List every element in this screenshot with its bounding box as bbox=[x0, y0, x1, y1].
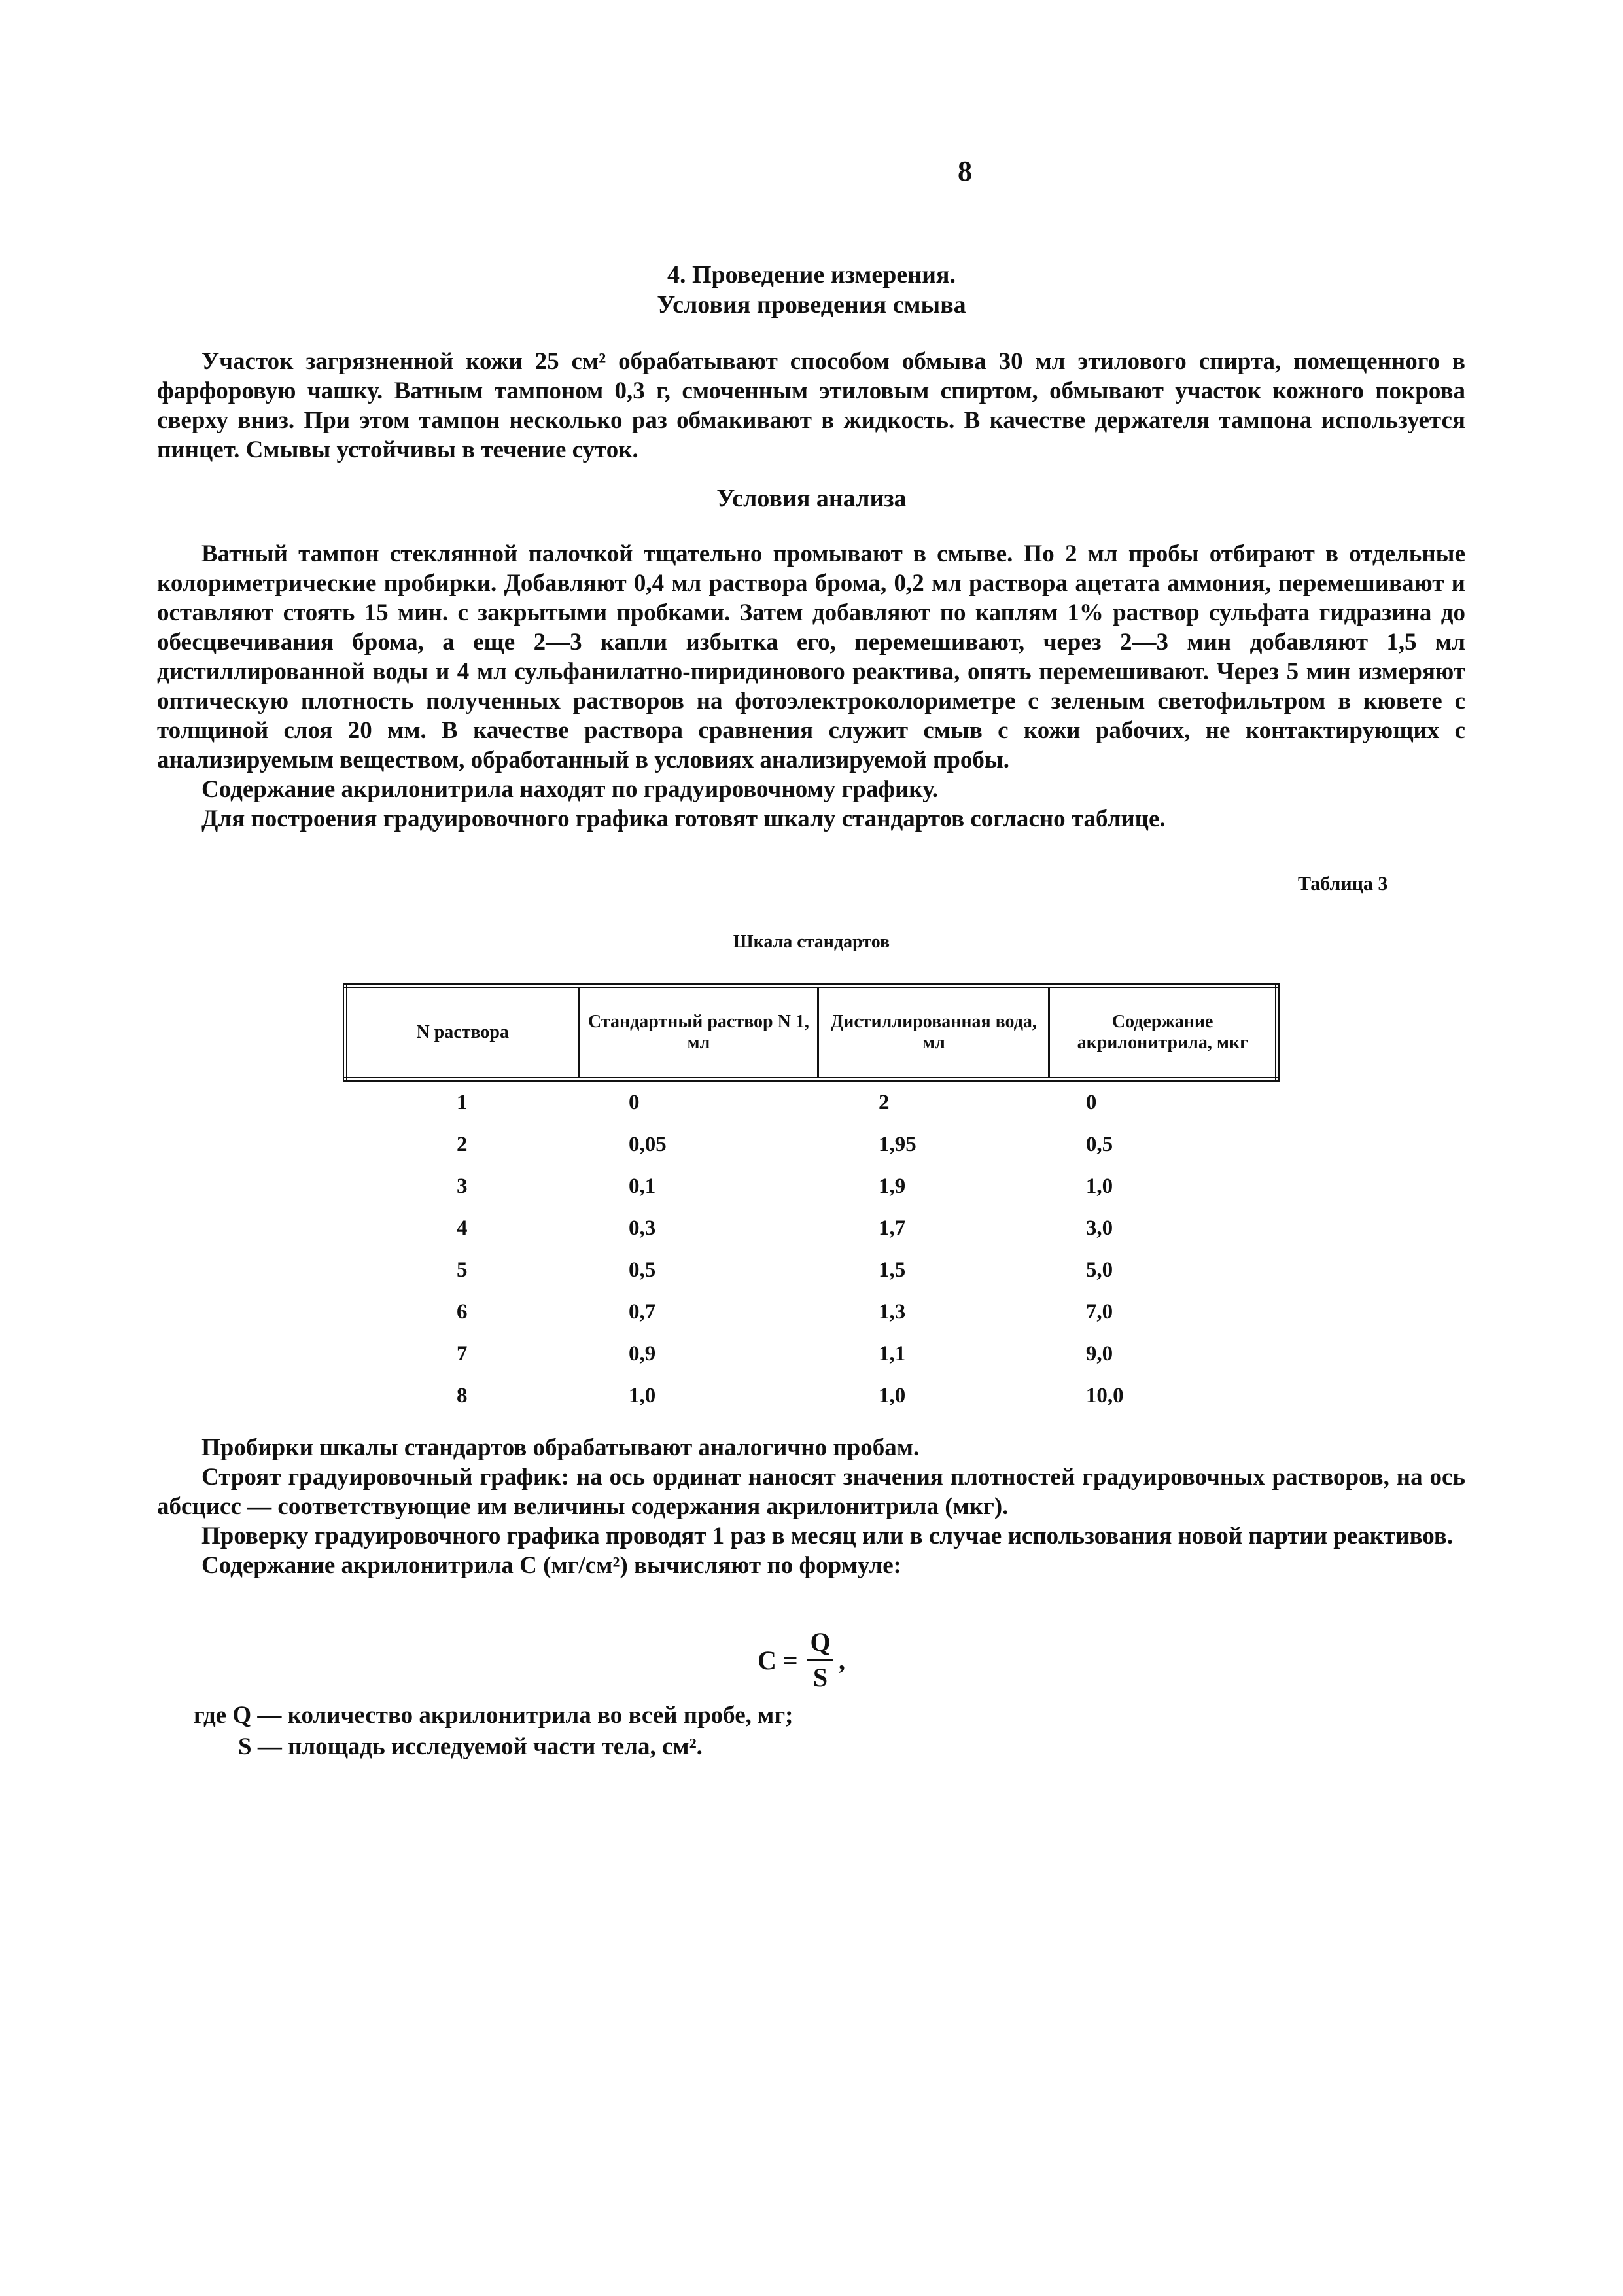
table-caption: Таблица 3 bbox=[1298, 873, 1388, 894]
cell-distilled-water: 1,1 bbox=[878, 1341, 906, 1366]
formula-trailing: , bbox=[839, 1646, 845, 1675]
table-row bbox=[345, 1333, 1278, 1375]
formula-lhs: C = bbox=[758, 1646, 798, 1675]
standards-table bbox=[343, 983, 1280, 1417]
cell-distilled-water: 1,95 bbox=[878, 1132, 916, 1156]
analysis-text bbox=[157, 539, 1465, 834]
wash-conditions-text bbox=[157, 347, 1465, 465]
table-row bbox=[345, 1080, 1278, 1124]
cell-distilled-water: 1,5 bbox=[878, 1258, 906, 1282]
table-row bbox=[345, 1207, 1278, 1249]
table-header-row bbox=[345, 986, 1278, 1080]
concentration-formula bbox=[758, 1623, 928, 1701]
cell-distilled-water: 2 bbox=[878, 1090, 890, 1114]
table-row bbox=[345, 1249, 1278, 1291]
cell-acrylonitrile-content: 5,0 bbox=[1085, 1258, 1113, 1282]
post-table-paragraph-check: Проверку градуировочного графика проводят 1 раз в месяц или в случае использования новой партии реактивов. bbox=[201, 1523, 1454, 1549]
cell-distilled-water: 1,3 bbox=[878, 1299, 906, 1324]
cell-solution-number: 6 bbox=[456, 1299, 468, 1324]
cell-standard-solution: 1,0 bbox=[628, 1383, 656, 1407]
cell-acrylonitrile-content: 0 bbox=[1085, 1090, 1097, 1114]
analysis-paragraph-scale: Для построения градуировочного графика готовят шкалу стандартов согласно таблице. bbox=[201, 805, 1166, 832]
cell-distilled-water: 1,7 bbox=[878, 1216, 906, 1240]
table-row bbox=[345, 1291, 1278, 1333]
cell-standard-solution: 0,9 bbox=[628, 1341, 656, 1366]
cell-standard-solution: 0,5 bbox=[628, 1258, 656, 1282]
table-title: Шкала стандартов bbox=[733, 932, 890, 952]
formula-fraction bbox=[807, 1627, 833, 1693]
cell-standard-solution: 0,05 bbox=[628, 1132, 667, 1156]
cell-acrylonitrile-content: 10,0 bbox=[1085, 1383, 1124, 1407]
header-solution-number: N раствора bbox=[345, 986, 579, 1080]
cell-standard-solution: 0,3 bbox=[628, 1216, 656, 1240]
cell-acrylonitrile-content: 3,0 bbox=[1085, 1216, 1113, 1240]
page-number: 8 bbox=[958, 155, 972, 187]
table-row bbox=[345, 1165, 1278, 1207]
wash-paragraph: Участок загрязненной кожи 25 см² обрабатывают способом обмыва 30 мл этилового спирта, помещенного в фарфоровую чашку. Ватным тампоном 0,3 г, смоченным этиловым спиртом, обмывают участок кожного покрова сверху вниз. При этом тампон несколько раз обмакивают в жидкость. В качестве держателя тампона используется пинцет. Смывы устойчивы в течение суток. bbox=[157, 348, 1465, 463]
table-row bbox=[345, 1375, 1278, 1417]
cell-solution-number: 1 bbox=[456, 1090, 468, 1114]
section-title: 4. Проведение измерения. bbox=[667, 261, 956, 289]
section-subtitle: Условия проведения смыва bbox=[657, 291, 966, 319]
cell-acrylonitrile-content: 0,5 bbox=[1085, 1132, 1113, 1156]
post-table-paragraph-formula-intro: Содержание акрилонитрила С (мг/см²) вычисляют по формуле: bbox=[201, 1552, 901, 1579]
where-q-definition: где Q — количество акрилонитрила во всей пробе, мг; bbox=[194, 1702, 794, 1729]
post-table-text bbox=[157, 1433, 1465, 1580]
cell-acrylonitrile-content: 7,0 bbox=[1085, 1299, 1113, 1324]
cell-solution-number: 4 bbox=[456, 1216, 468, 1240]
cell-solution-number: 5 bbox=[456, 1258, 468, 1282]
cell-solution-number: 8 bbox=[456, 1383, 468, 1407]
header-acrylonitrile-content: Содержание акрилонитрила, мкг bbox=[1049, 986, 1278, 1080]
cell-distilled-water: 1,9 bbox=[878, 1174, 906, 1198]
analysis-title: Условия анализа bbox=[716, 485, 907, 512]
cell-acrylonitrile-content: 1,0 bbox=[1085, 1174, 1113, 1198]
formula-denominator: S bbox=[812, 1663, 828, 1692]
where-s-definition: S — площадь исследуемой части тела, см². bbox=[238, 1733, 703, 1760]
table-row bbox=[345, 1123, 1278, 1165]
cell-distilled-water: 1,0 bbox=[878, 1383, 906, 1407]
cell-standard-solution: 0,7 bbox=[628, 1299, 656, 1324]
cell-standard-solution: 0 bbox=[628, 1090, 640, 1114]
cell-standard-solution: 0,1 bbox=[628, 1174, 656, 1198]
cell-solution-number: 3 bbox=[456, 1174, 468, 1198]
cell-solution-number: 2 bbox=[456, 1132, 468, 1156]
analysis-paragraph-procedure: Ватный тампон стеклянной палочкой тщательно промывают в смыве. По 2 мл пробы отбирают в отдельные колориметрические пробирки. Добавляют 0,4 мл раствора брома, 0,2 мл раствора ацетата аммония, перемешивают и оставляют стоять 15 мин. с закрытыми пробками. Затем добавляют по каплям 1% раствор сульфата гидразина до обесцвечивания брома, а еще 2—3 капли избытка его, перемешивают, через 2—3 мин добавляют 1,5 мл дистиллированной воды и 4 мл сульфанилатно-пиридинового реактива, опять перемешивают. Через 5 мин измеряют оптическую плотность полученных растворов на фотоэлектроколориметре с зеленым светофильтром в кювете с толщиной слоя 20 мм. В качестве раствора сравнения служит смыв с кожи рабочих, не контактирующих с анализируемым веществом, обработанный в условиях анализируемой пробы. bbox=[157, 540, 1465, 773]
cell-acrylonitrile-content: 9,0 bbox=[1085, 1341, 1113, 1366]
formula-numerator: Q bbox=[810, 1627, 831, 1657]
header-standard-solution: Стандартный раствор N 1, мл bbox=[579, 986, 818, 1080]
post-table-paragraph-processing: Пробирки шкалы стандартов обрабатывают аналогично пробам. bbox=[201, 1434, 920, 1461]
fraction-bar bbox=[807, 1659, 833, 1661]
cell-solution-number: 7 bbox=[456, 1341, 468, 1366]
analysis-paragraph-content: Содержание акрилонитрила находят по градуировочному графику. bbox=[201, 776, 939, 803]
header-distilled-water: Дистиллированная вода, мл bbox=[818, 986, 1049, 1080]
post-table-paragraph-graph: Строят градуировочный график: на ось ординат наносят значения плотностей градуировочных растворов, на ось абсцисс — соответствующие им величины содержания акрилонитрила (мкг). bbox=[157, 1464, 1465, 1520]
